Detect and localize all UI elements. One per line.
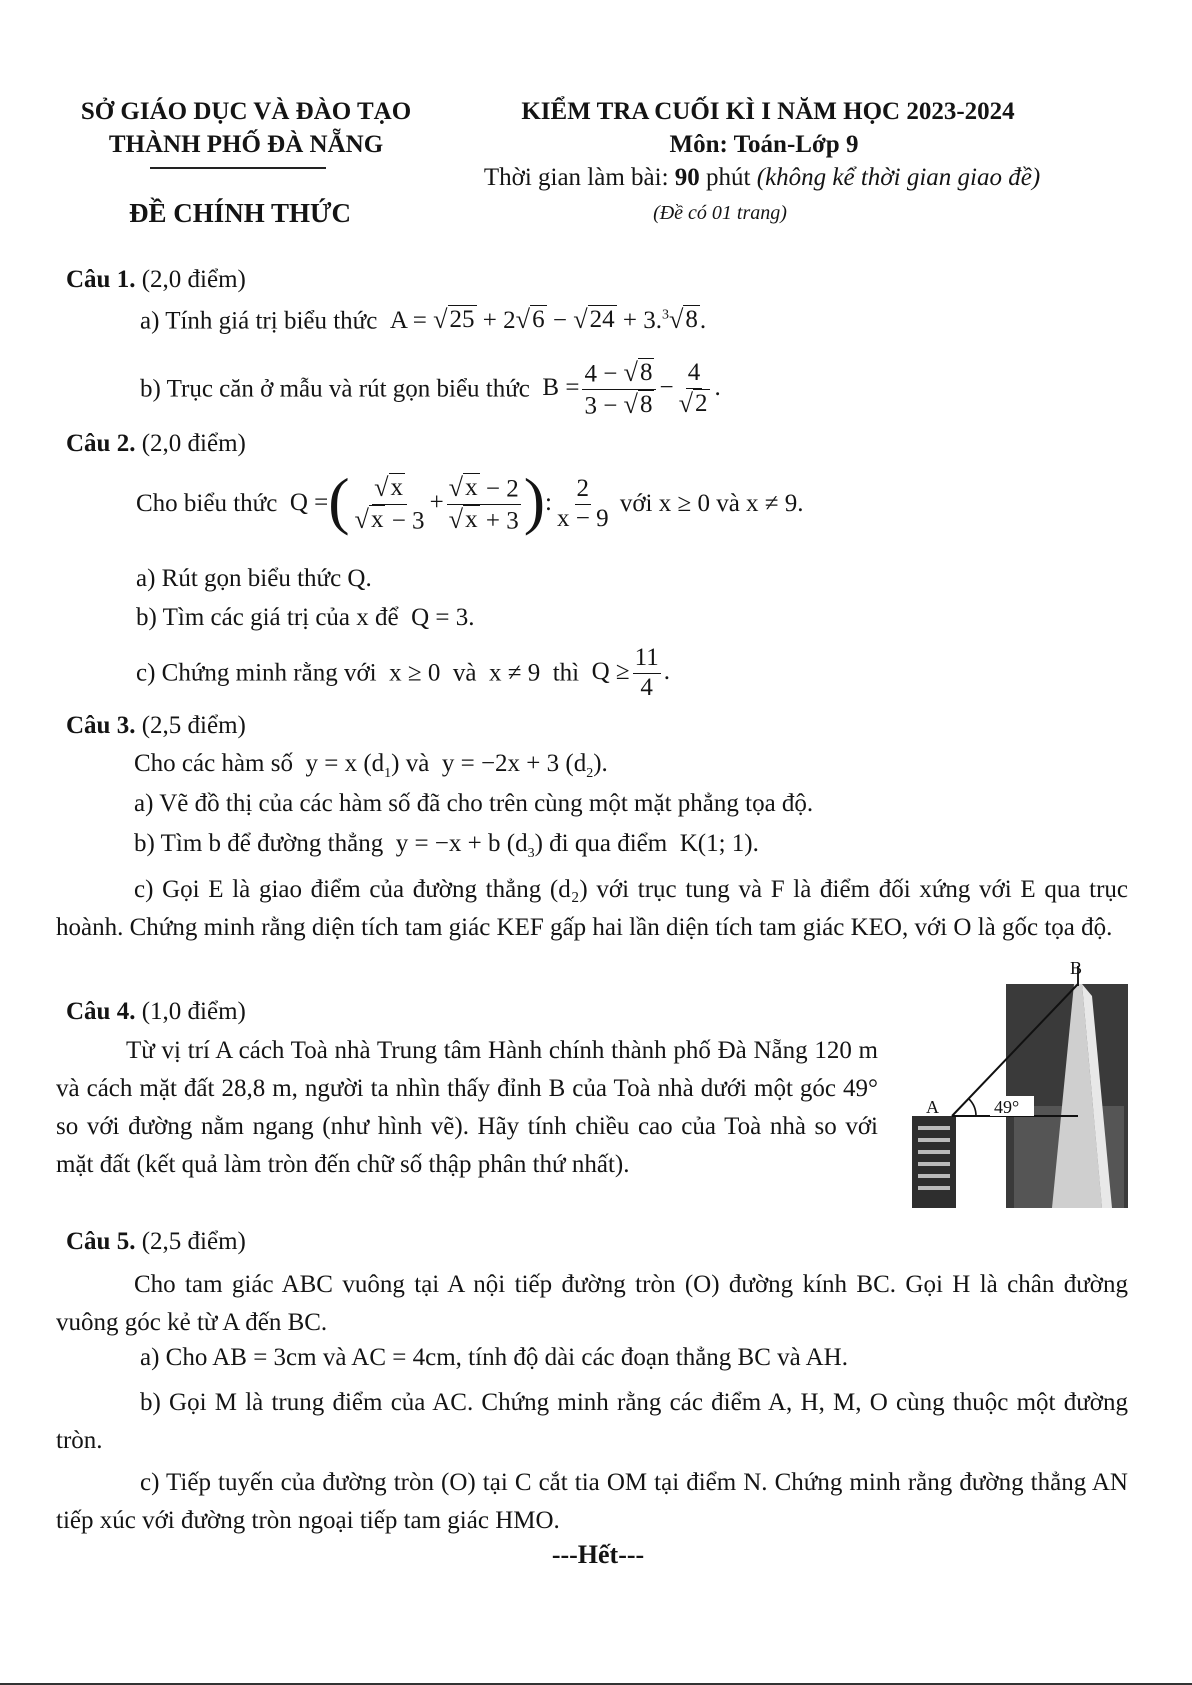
point-a-label: A <box>926 1097 939 1117</box>
q3-b-tail: đi qua điểm <box>549 830 668 857</box>
building-figure <box>906 956 1128 1208</box>
city-name: THÀNH PHỐ ĐÀ NẴNG <box>108 131 384 158</box>
q3-intro-text: Cho các hàm số <box>134 750 293 777</box>
q2-c-formula: Q ≥ $\frac{11}{4}$ . <box>585 644 670 701</box>
q3-intro: Cho các hàm số y = x $(d_1)$ và y = −2x + 3 $(d_2)$. <box>134 750 608 781</box>
q2-label: Câu 2. <box>66 430 136 457</box>
end-marker: ---Hết--- <box>551 1540 645 1569</box>
q5-a: a) Cho AB = 3cm và AC = 4cm, tính độ dài các đoạn thẳng BC và AH. <box>140 1344 848 1371</box>
q1-b-formula: B = 4 − √ 8 3 − √ 8 − 4 √ 2 . <box>536 358 721 420</box>
q2-a: a) Rút gọn biểu thức Q. <box>136 565 372 592</box>
time-line <box>484 164 1040 192</box>
q5-points: (2,5 điểm) <box>135 1228 246 1255</box>
q1-a <box>140 305 706 335</box>
q4-heading <box>66 998 246 1026</box>
angle-arc <box>969 1099 976 1116</box>
q1-label: Câu 1. <box>66 266 136 293</box>
q2-c-then: thì <box>552 659 580 687</box>
angle-label: 49° <box>994 1097 1020 1117</box>
subject: Môn: Toán-Lớp 9 <box>669 131 859 158</box>
q2-heading <box>66 430 246 458</box>
q3-b-text: b) Tìm b để đường thẳng <box>134 830 384 857</box>
exam-title: KIỂM TRA CUỐI KÌ I NĂM HỌC 2023-2024 <box>521 98 1015 125</box>
q1-a-formula: A = √ 25 + 2 √ 6 − √ 24 + 3.$^3$ √ 8 . <box>383 305 707 335</box>
q5-label: Câu 5. <box>66 1228 136 1255</box>
q5-heading <box>66 1228 246 1256</box>
official-label: ĐỀ CHÍNH THỨC <box>128 198 352 228</box>
q2-cond: với x ≥ 0 và x ≠ 9. <box>619 490 804 517</box>
q1-b-text: b) Trục căn ở mẫu và rút gọn biểu thức <box>140 375 530 403</box>
q3-a: a) Vẽ đồ thị của các hàm số đã cho trên cùng một mặt phẳng tọa độ. <box>134 790 814 817</box>
q2-points: (2,0 điểm) <box>135 430 246 457</box>
q2-intro-text: Cho biểu thức <box>136 490 278 517</box>
header-divider <box>150 167 326 169</box>
point-b-label: B <box>1070 958 1083 978</box>
q2-c-text: c) Chứng minh rằng với <box>136 659 377 687</box>
q3-c: c) Gọi E là giao điểm của đường thẳng (d₂) với trục tung và F là điểm đối xứng với E qua trục hoành. Chứng minh rằng diện tích tam giác KEF gấp hai lần diện tích tam giác KEO, với O là gốc tọa độ. <box>56 876 1128 941</box>
time-prefix: Thời gian làm bài: <box>483 164 675 191</box>
q2-c-and: và <box>452 659 477 687</box>
q2-c: c) Chứng minh rằng với x ≥ 0 và x ≠ 9 thì Q ≥ $\frac{11}{4}$ . <box>136 644 670 701</box>
q1-b <box>140 358 721 421</box>
pages-note: (Đề có 01 trang) <box>653 202 787 224</box>
q4-points: (1,0 điểm) <box>135 998 246 1025</box>
q1-heading <box>66 266 246 294</box>
q5-intro: Cho tam giác ABC vuông tại A nội tiếp đường tròn (O) đường kính BC. Gọi H là chân đường vuông góc kẻ từ A đến BC. <box>56 1271 1128 1336</box>
q1-a-text: a) Tính giá trị biểu thức <box>140 307 378 335</box>
time-note: (không kể thời gian giao đề) <box>756 164 1041 191</box>
time-value: 90 <box>674 164 700 191</box>
q4-text: Từ vị trí A cách Toà nhà Trung tâm Hành chính thành phố Đà Nẵng 120 m và cách mặt đất 28,8 m, người ta nhìn thấy đỉnh B của Toà nhà dưới một góc 49° so với đường nằm ngang (như hình vẽ). Hãy tính chiều cao của Toà nhà so với mặt đất (kết quả làm tròn đến chữ số thập phân thứ nhất). <box>56 1037 878 1178</box>
q5-c: c) Tiếp tuyến của đường tròn (O) tại C cắt tia OM tại điểm N. Chứng minh rằng đường thẳng AN tiếp xúc với đường tròn ngoại tiếp tam giác HMO. <box>56 1469 1128 1534</box>
q2-b <box>136 604 475 632</box>
q2-b-formula: Q = 3. <box>398 604 475 631</box>
time-unit: phút <box>699 164 757 191</box>
q3-points: (2,5 điểm) <box>135 712 246 739</box>
q3-and: và <box>405 750 430 777</box>
q2-intro <box>136 465 804 536</box>
q4-label: Câu 4. <box>66 998 136 1025</box>
q3-b: b) Tìm b để đường thẳng y = −x + b $(d_3)$ đi qua điểm K(1; 1). <box>134 830 759 861</box>
q3-heading <box>66 712 246 740</box>
q3-label: Câu 3. <box>66 712 136 739</box>
q1-points: (2,0 điểm) <box>135 266 246 293</box>
q2-b-text: b) Tìm các giá trị của x để <box>136 604 399 631</box>
dept-name: SỞ GIÁO DỤC VÀ ĐÀO TẠO <box>80 98 412 125</box>
q2-formula: Q =( √ x √ x − 3 + √ x − 2 √ x + 3 ): $\frac{2}{x - 9}$ <box>283 465 609 536</box>
q5-b: b) Gọi M là trung điểm của AC. Chứng minh rằng các điểm A, H, M, O cùng thuộc một đường tròn. <box>56 1389 1128 1454</box>
